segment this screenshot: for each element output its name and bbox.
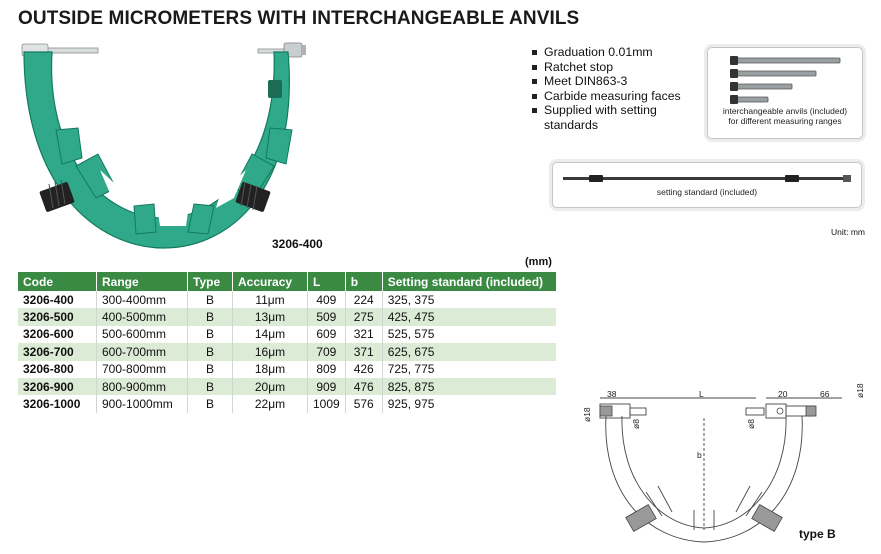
page-title: OUTSIDE MICROMETERS WITH INTERCHANGEABLE ANVILS xyxy=(18,8,580,29)
cell-accuracy: 13μm xyxy=(233,308,308,325)
table-row xyxy=(18,308,556,325)
cell-code: 3206-400 xyxy=(23,292,74,307)
cell-type: B xyxy=(188,326,233,343)
cell-l: 609 xyxy=(308,326,346,343)
setting-standard-caption: setting standard (included) xyxy=(656,187,758,197)
dim-b-label: b xyxy=(697,450,702,460)
feature-list xyxy=(530,45,694,132)
cell-setting-standard: 825, 875 xyxy=(382,378,556,395)
cell-setting-standard: 925, 975 xyxy=(382,395,556,412)
feature-item: Supplied with setting standards xyxy=(530,103,694,132)
cell-range: 300-400mm xyxy=(97,291,188,308)
setting-standard-image xyxy=(553,163,861,187)
cell-l: 1009 xyxy=(308,395,346,412)
dim-66-label: 66 xyxy=(820,389,830,399)
cell-accuracy: 14μm xyxy=(233,326,308,343)
table-row xyxy=(18,326,556,343)
dia-8-right-label: ø8 xyxy=(746,419,756,429)
cell-setting-standard: 625, 675 xyxy=(382,343,556,360)
dim-38-label: 38 xyxy=(607,389,617,399)
cell-b: 321 xyxy=(345,326,382,343)
dia-18-right-label: ø18 xyxy=(855,383,865,398)
table-row xyxy=(18,343,556,360)
feature-item: Carbide measuring faces xyxy=(530,89,694,104)
table-row xyxy=(18,361,556,378)
anvils-caption-line2: for different measuring ranges xyxy=(728,116,842,126)
cell-range: 700-800mm xyxy=(97,361,188,378)
cell-code: 3206-700 xyxy=(18,343,97,360)
column-header: Accuracy xyxy=(233,272,308,291)
cell-type: B xyxy=(188,308,233,325)
cell-range: 800-900mm xyxy=(97,378,188,395)
cell-l: 709 xyxy=(308,343,346,360)
cell-accuracy: 11μm xyxy=(233,291,308,308)
cell-b: 275 xyxy=(345,308,382,325)
dia-18-left-label: ø18 xyxy=(582,407,592,422)
unit-note: Unit: mm xyxy=(831,227,865,237)
dia-8-left-label: ø8 xyxy=(631,419,641,429)
anvils-image xyxy=(708,48,862,106)
cell-accuracy: 16μm xyxy=(233,343,308,360)
cell-code: 3206-600 xyxy=(23,327,74,342)
anvils-caption-line1: interchangeable anvils (included) xyxy=(722,106,848,116)
cell-type: B xyxy=(188,378,233,395)
cell-range: 600-700mm xyxy=(97,343,188,360)
table-row xyxy=(18,395,556,412)
spec-table xyxy=(18,272,556,413)
dim-20-label: 20 xyxy=(778,389,788,399)
dimension-drawing xyxy=(576,380,876,550)
cell-accuracy: 18μm xyxy=(233,361,308,378)
feature-item: Ratchet stop xyxy=(530,60,694,75)
cell-type: B xyxy=(188,361,233,378)
column-header: Code xyxy=(18,272,97,291)
feature-item: Meet DIN863-3 xyxy=(530,74,694,89)
column-header: Setting standard (included) xyxy=(382,272,556,291)
cell-code: 3206-800 xyxy=(23,362,74,377)
cell-b: 371 xyxy=(345,343,382,360)
cell-l: 809 xyxy=(308,361,346,378)
type-b-label: type B xyxy=(799,527,836,541)
cell-b: 224 xyxy=(345,291,382,308)
cell-setting-standard: 325, 375 xyxy=(382,291,556,308)
column-header: Type xyxy=(188,272,233,291)
cell-accuracy: 22μm xyxy=(233,395,308,412)
cell-type: B xyxy=(188,291,233,308)
cell-b: 476 xyxy=(345,378,382,395)
table-row xyxy=(18,378,556,395)
cell-l: 909 xyxy=(308,378,346,395)
cell-b: 576 xyxy=(345,395,382,412)
cell-b: 426 xyxy=(345,361,382,378)
cell-code: 3206-900 xyxy=(18,378,97,395)
cell-range: 900-1000mm xyxy=(97,395,188,412)
cell-l: 509 xyxy=(308,308,346,325)
cell-setting-standard: 525, 575 xyxy=(382,326,556,343)
cell-range: 500-600mm xyxy=(97,326,188,343)
cell-code: 3206-500 xyxy=(18,308,97,325)
cell-l: 409 xyxy=(308,291,346,308)
table-unit: (mm) xyxy=(525,256,552,268)
setting-standard-panel xyxy=(552,162,862,208)
cell-type: B xyxy=(188,395,233,412)
column-header: b xyxy=(345,272,382,291)
table-row xyxy=(18,291,556,308)
cell-type: B xyxy=(188,343,233,360)
cell-range: 400-500mm xyxy=(97,308,188,325)
table-header-row xyxy=(18,272,556,291)
anvils-panel xyxy=(707,47,863,139)
column-header: Range xyxy=(97,272,188,291)
product-model-caption: 3206-400 xyxy=(272,237,323,251)
feature-item: Graduation 0.01mm xyxy=(530,45,694,60)
cell-setting-standard: 725, 775 xyxy=(382,361,556,378)
dim-l-label: L xyxy=(699,389,704,399)
micrometer-illustration xyxy=(16,36,306,258)
column-header: L xyxy=(308,272,346,291)
cell-code: 3206-1000 xyxy=(23,397,81,412)
cell-accuracy: 20μm xyxy=(233,378,308,395)
cell-setting-standard: 425, 475 xyxy=(382,308,556,325)
